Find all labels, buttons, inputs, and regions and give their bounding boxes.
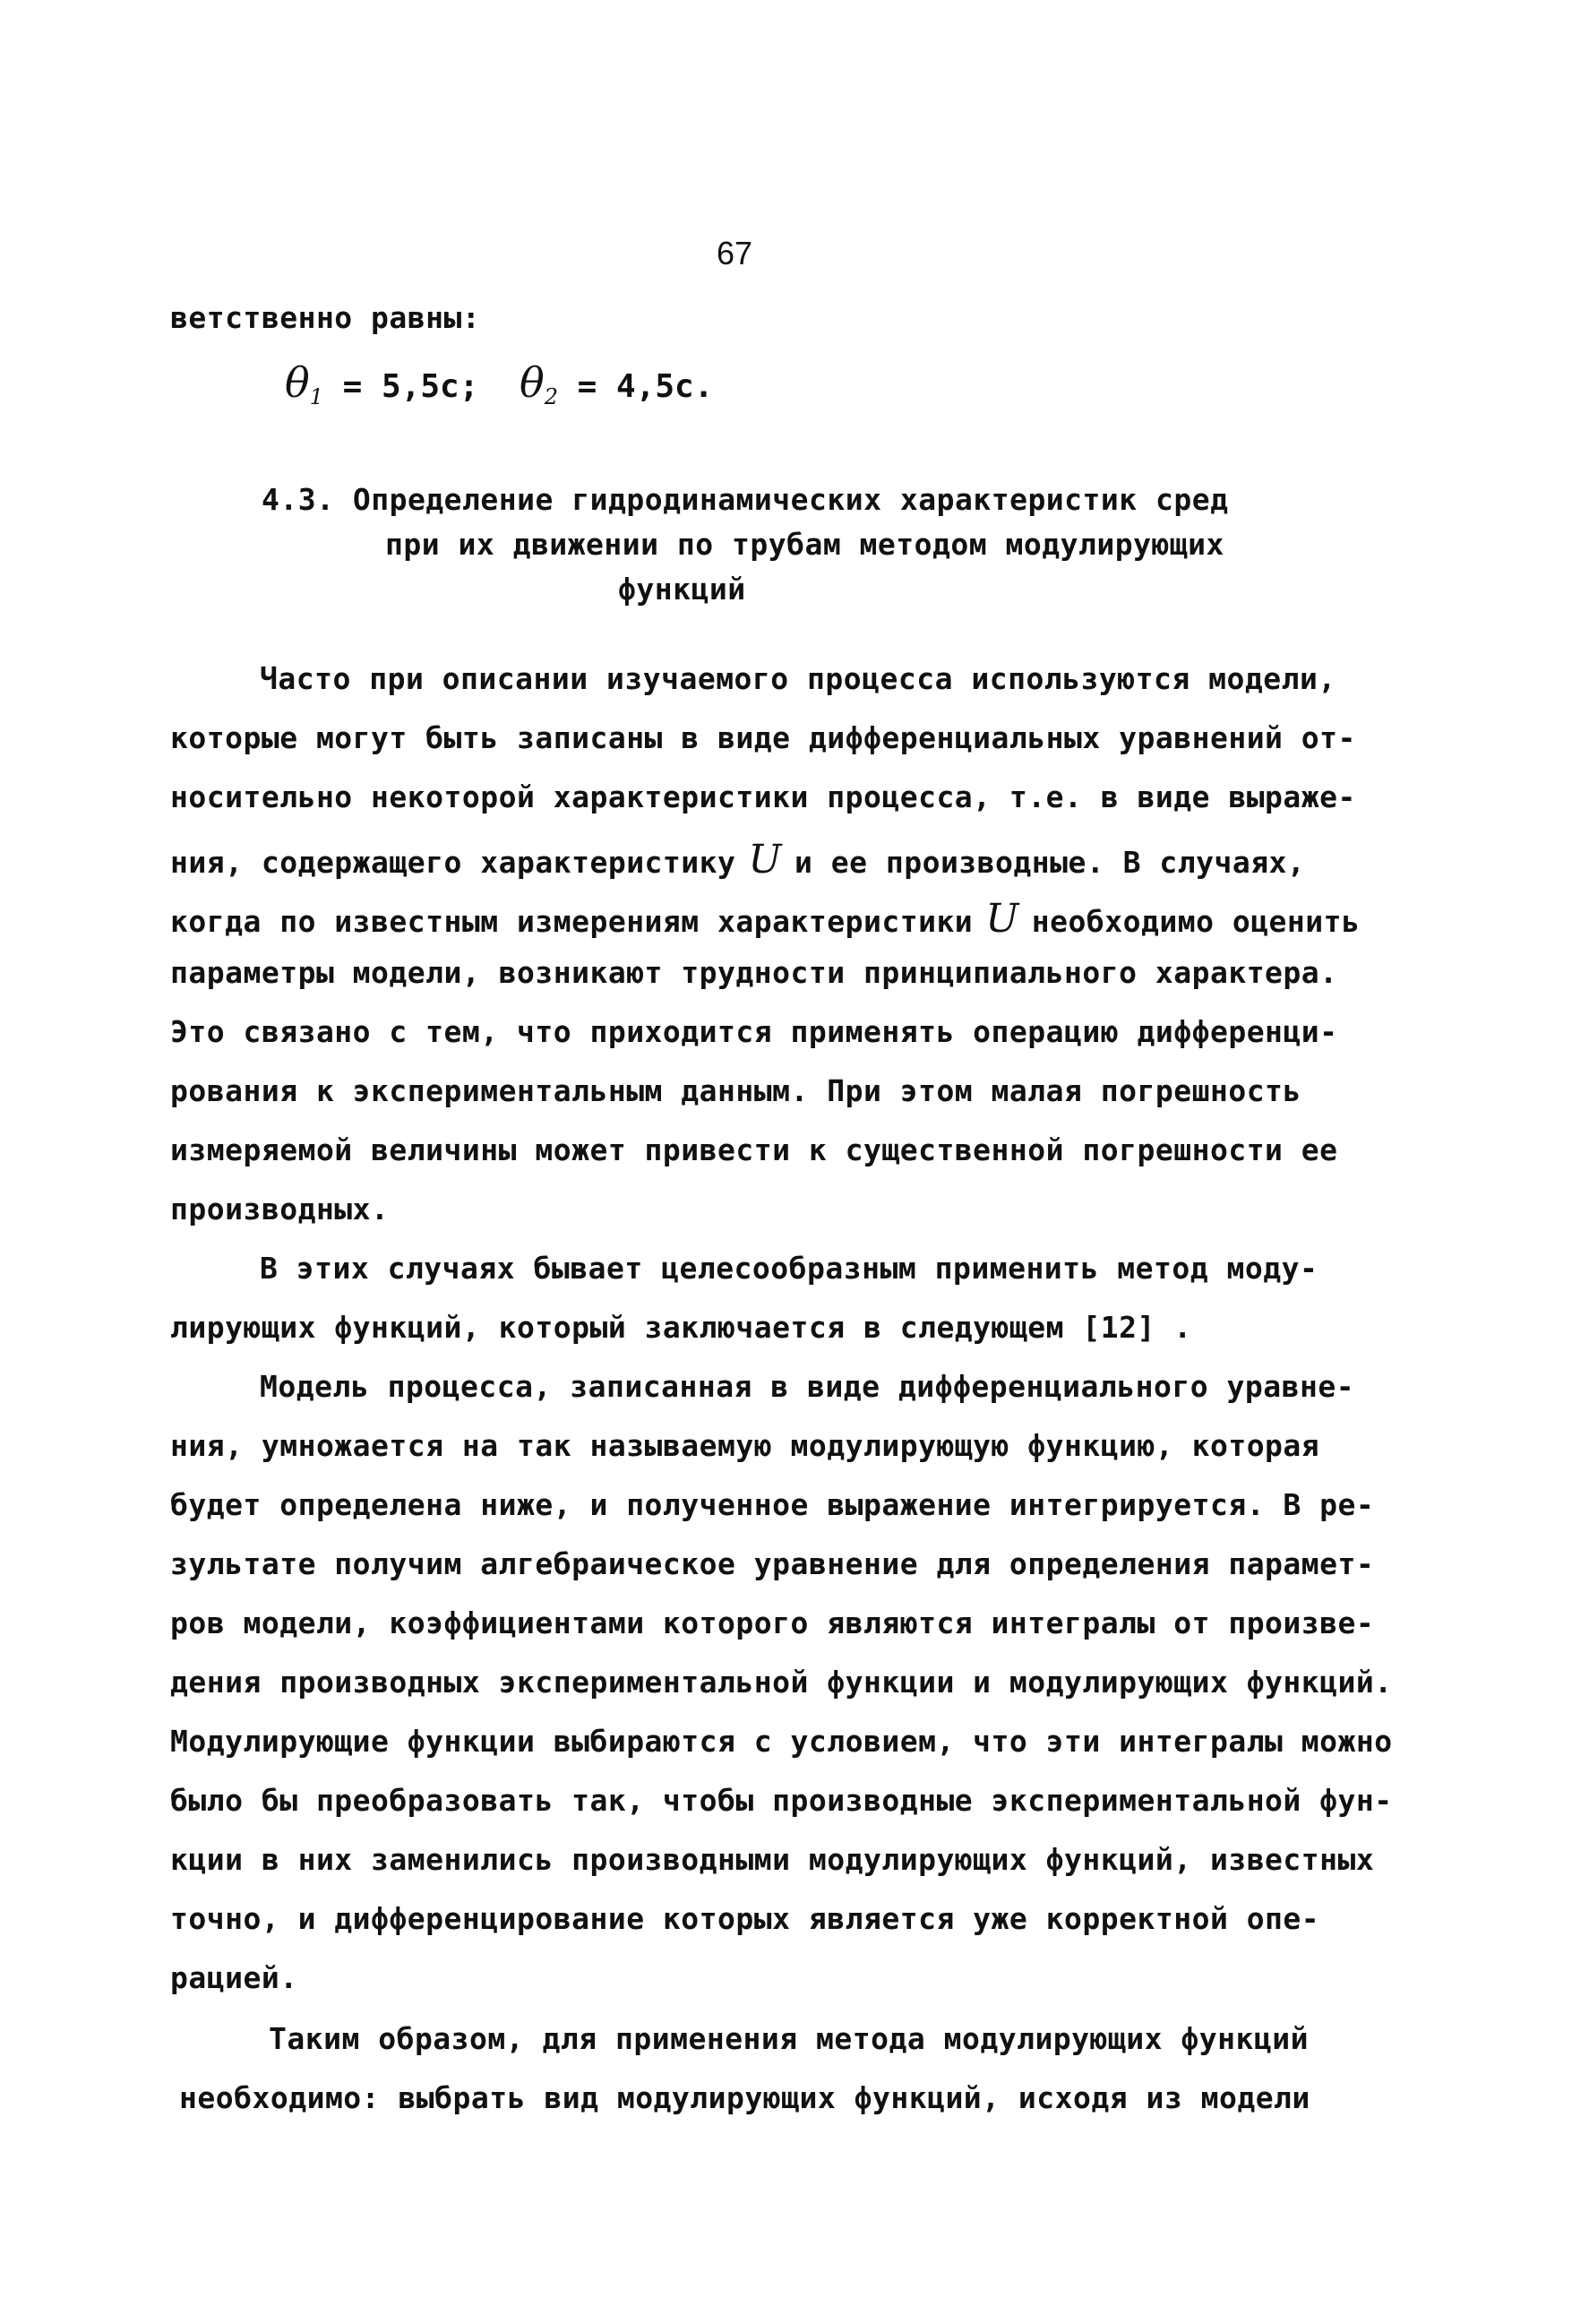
variable-u: U: [748, 837, 782, 882]
paragraph-line: В этих случаях бывает целесообразным применить метод моду-: [260, 1251, 1318, 1286]
paragraph-line: которые могут быть записаны в виде дифференциальных уравнений от-: [170, 720, 1356, 755]
section-heading-line-1: 4.3. Определение гидродинамических характеристик сред: [262, 482, 1229, 517]
intro-line: ветственно равны:: [170, 300, 481, 335]
paragraph-line: кции в них заменились производными модулирующих функций, известных: [170, 1842, 1375, 1877]
theta1-value: = 5,5с;: [342, 368, 479, 405]
theta2-subscript: 2: [544, 384, 558, 410]
text-segment: необходимо оценить: [1031, 904, 1361, 939]
paragraph-line: ния, умножается на так называемую модулирующую функцию, которая: [170, 1428, 1320, 1463]
section-heading-line-3: функций: [618, 572, 746, 607]
paragraph-line: измеряемой величины может привести к существенной погрешности ее: [170, 1132, 1338, 1167]
text-segment: когда по известным измерениям характеристики: [170, 904, 974, 939]
paragraph-line: Часто при описании изучаемого процесса используются модели,: [260, 661, 1336, 696]
paragraph-line: дения производных экспериментальной функции и модулирующих функций.: [170, 1665, 1393, 1700]
paragraph-line: [170, 837, 1305, 882]
paragraph-line: точно, и дифференцирование которых является уже корректной опе-: [170, 1901, 1320, 1936]
paragraph-line: производных.: [170, 1192, 390, 1227]
theta2-symbol: θ: [520, 358, 545, 407]
page-number: 67: [717, 235, 753, 271]
paragraph-line: было бы преобразовать так, чтобы производные экспериментальной фун-: [170, 1783, 1393, 1818]
formula-theta2: [520, 358, 713, 409]
paragraph-line: Модель процесса, записанная в виде дифференциального уравне-: [260, 1369, 1355, 1404]
paragraph-line: Модулирующие функции выбираются с условием, что эти интегралы можно: [170, 1724, 1393, 1759]
paragraph-line: параметры модели, возникают трудности принципиального характера.: [170, 955, 1338, 990]
paragraph-line: Таким образом, для применения метода модулирующих функций: [269, 2021, 1309, 2056]
theta1-symbol: θ: [285, 358, 310, 407]
paragraph-line: ров модели, коэффициентами которого являются интегралы от произве-: [170, 1605, 1375, 1640]
theta1-subscript: 1: [309, 384, 323, 410]
paragraph-line: носительно некоторой характеристики процесса, т.е. в виде выраже-: [170, 779, 1356, 814]
theta2-value: = 4,5с.: [577, 368, 714, 405]
paragraph-line: рования к экспериментальным данным. При этом малая погрешность: [170, 1073, 1301, 1108]
paragraph-line: необходимо: выбрать вид модулирующих функций, исходя из модели: [179, 2080, 1310, 2115]
text-segment: ния, содержащего характеристику: [170, 845, 736, 880]
paragraph-line: рацией.: [170, 1960, 298, 1995]
text-segment: и ее производные. В случаях,: [794, 845, 1306, 880]
paragraph-line: Это связано с тем, что приходится применять операцию дифференци-: [170, 1014, 1338, 1049]
paragraph-line: [170, 896, 1360, 942]
section-heading-line-2: при их движении по трубам методом модулирующих: [385, 527, 1224, 562]
paragraph-line: лирующих функций, который заключается в следующем [12] .: [170, 1310, 1192, 1345]
paragraph-line: зультате получим алгебраическое уравнение для определения парамет-: [170, 1546, 1375, 1581]
paragraph-line: будет определена ниже, и полученное выражение интегрируется. В ре-: [170, 1487, 1375, 1522]
variable-u: U: [985, 896, 1019, 942]
formula-theta1: [285, 358, 478, 409]
